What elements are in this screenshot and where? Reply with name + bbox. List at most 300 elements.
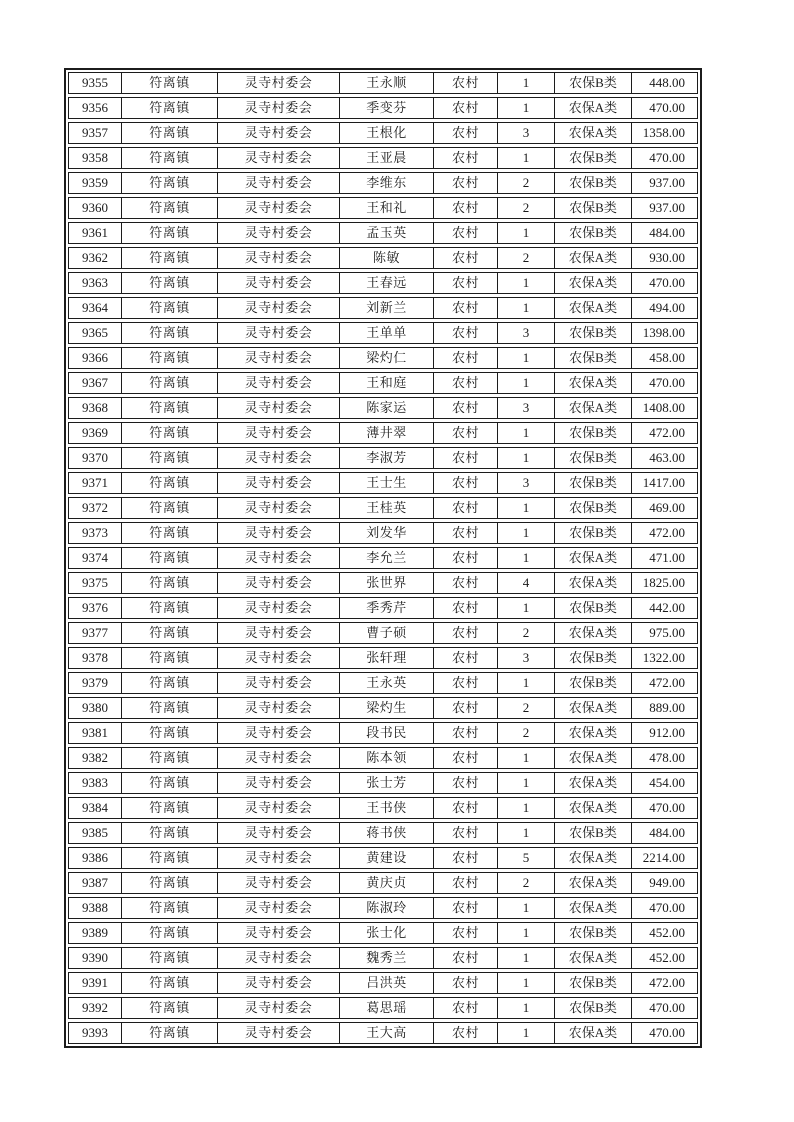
cell-count: 1	[498, 423, 555, 443]
cell-amount: 937.00	[649, 200, 685, 215]
cell-residence: 农村	[434, 323, 498, 343]
cell-id: 9382	[69, 748, 122, 768]
cell-residence: 农村	[434, 898, 498, 918]
cell-count: 1	[498, 523, 555, 543]
cell-town: 符离镇	[122, 873, 218, 893]
cell-id: 9384	[69, 798, 122, 818]
cell-id: 9390	[69, 948, 122, 968]
cell-town: 符离镇	[122, 898, 218, 918]
cell-amount: 470.00	[649, 150, 685, 165]
cell-town: 符离镇	[122, 348, 218, 368]
table-row	[68, 772, 698, 794]
cell-amount: 912.00	[649, 725, 685, 740]
cell-amount: 452.00	[649, 925, 685, 940]
cell-count: 1	[498, 273, 555, 293]
cell-name: 刘发华	[340, 523, 434, 543]
cell-id: 9356	[69, 98, 122, 118]
cell-count: 3	[498, 473, 555, 493]
cell-amount: 1408.00	[642, 400, 685, 415]
cell-id: 9383	[69, 773, 122, 793]
cell-town: 符离镇	[122, 998, 218, 1018]
table-row	[68, 272, 698, 294]
cell-village: 灵寺村委会	[218, 448, 340, 468]
cell-id: 9355	[69, 73, 122, 93]
cell-id: 9357	[69, 123, 122, 143]
cell-amount: 442.00	[649, 600, 685, 615]
cell-amount: 1398.00	[642, 325, 685, 340]
cell-residence: 农村	[434, 498, 498, 518]
cell-category: 农保B类	[555, 148, 632, 168]
cell-village: 灵寺村委会	[218, 548, 340, 568]
cell-residence: 农村	[434, 573, 498, 593]
cell-village: 灵寺村委会	[218, 223, 340, 243]
cell-village: 灵寺村委会	[218, 748, 340, 768]
cell-count: 2	[498, 173, 555, 193]
cell-residence: 农村	[434, 798, 498, 818]
cell-amount: 472.00	[649, 425, 685, 440]
table-body	[68, 72, 698, 1044]
cell-category: 农保B类	[555, 673, 632, 693]
cell-name: 王桂英	[340, 498, 434, 518]
table-row	[68, 947, 698, 969]
table-row	[68, 97, 698, 119]
cell-id: 9368	[69, 398, 122, 418]
cell-category: 农保B类	[555, 323, 632, 343]
cell-id: 9372	[69, 498, 122, 518]
cell-category: 农保B类	[555, 73, 632, 93]
cell-town: 符离镇	[122, 798, 218, 818]
cell-amount: 470.00	[649, 800, 685, 815]
table-row	[68, 697, 698, 719]
cell-amount: 454.00	[649, 775, 685, 790]
cell-village: 灵寺村委会	[218, 998, 340, 1018]
cell-village: 灵寺村委会	[218, 273, 340, 293]
cell-amount: 472.00	[649, 525, 685, 540]
cell-name: 季秀芹	[340, 598, 434, 618]
table-row	[68, 647, 698, 669]
cell-amount: 484.00	[649, 825, 685, 840]
cell-amount: 472.00	[649, 975, 685, 990]
cell-amount: 463.00	[649, 450, 685, 465]
cell-id: 9388	[69, 898, 122, 918]
cell-category: 农保B类	[555, 973, 632, 993]
cell-residence: 农村	[434, 723, 498, 743]
cell-amount: 1417.00	[642, 475, 685, 490]
table-row	[68, 247, 698, 269]
cell-town: 符离镇	[122, 1023, 218, 1043]
cell-id: 9361	[69, 223, 122, 243]
cell-amount: 458.00	[649, 350, 685, 365]
table-row	[68, 422, 698, 444]
cell-residence: 农村	[434, 348, 498, 368]
cell-category: 农保B类	[555, 448, 632, 468]
cell-village: 灵寺村委会	[218, 348, 340, 368]
table-row	[68, 172, 698, 194]
table-row	[68, 197, 698, 219]
cell-residence: 农村	[434, 423, 498, 443]
cell-id: 9385	[69, 823, 122, 843]
cell-id: 9362	[69, 248, 122, 268]
cell-town: 符离镇	[122, 623, 218, 643]
table-row	[68, 297, 698, 319]
table-row	[68, 222, 698, 244]
cell-count: 1	[498, 373, 555, 393]
cell-category: 农保A类	[555, 748, 632, 768]
cell-count: 2	[498, 248, 555, 268]
cell-residence: 农村	[434, 623, 498, 643]
cell-category: 农保A类	[555, 948, 632, 968]
cell-amount: 470.00	[649, 275, 685, 290]
cell-amount: 930.00	[649, 250, 685, 265]
cell-count: 3	[498, 323, 555, 343]
cell-residence: 农村	[434, 198, 498, 218]
cell-town: 符离镇	[122, 423, 218, 443]
cell-village: 灵寺村委会	[218, 823, 340, 843]
cell-category: 农保B类	[555, 173, 632, 193]
cell-name: 李允兰	[340, 548, 434, 568]
cell-id: 9391	[69, 973, 122, 993]
cell-category: 农保A类	[555, 798, 632, 818]
cell-town: 符离镇	[122, 848, 218, 868]
cell-town: 符离镇	[122, 273, 218, 293]
cell-village: 灵寺村委会	[218, 898, 340, 918]
cell-name: 吕洪英	[340, 973, 434, 993]
cell-id: 9392	[69, 998, 122, 1018]
cell-amount: 949.00	[649, 875, 685, 890]
cell-town: 符离镇	[122, 673, 218, 693]
cell-town: 符离镇	[122, 698, 218, 718]
cell-id: 9393	[69, 1023, 122, 1043]
cell-count: 5	[498, 848, 555, 868]
cell-amount: 472.00	[649, 675, 685, 690]
cell-category: 农保B类	[555, 598, 632, 618]
cell-village: 灵寺村委会	[218, 398, 340, 418]
cell-residence: 农村	[434, 448, 498, 468]
cell-town: 符离镇	[122, 823, 218, 843]
cell-name: 王根化	[340, 123, 434, 143]
table-row	[68, 747, 698, 769]
cell-name: 曹子硕	[340, 623, 434, 643]
cell-village: 灵寺村委会	[218, 148, 340, 168]
cell-amount: 1322.00	[642, 650, 685, 665]
cell-town: 符离镇	[122, 748, 218, 768]
cell-name: 段书民	[340, 723, 434, 743]
table-row	[68, 522, 698, 544]
cell-category: 农保A类	[555, 848, 632, 868]
cell-village: 灵寺村委会	[218, 648, 340, 668]
cell-name: 王永顺	[340, 73, 434, 93]
cell-count: 1	[498, 73, 555, 93]
cell-id: 9369	[69, 423, 122, 443]
cell-count: 1	[498, 1023, 555, 1043]
cell-town: 符离镇	[122, 723, 218, 743]
cell-residence: 农村	[434, 473, 498, 493]
cell-category: 农保A类	[555, 623, 632, 643]
cell-category: 农保A类	[555, 398, 632, 418]
cell-category: 农保B类	[555, 473, 632, 493]
cell-count: 1	[498, 148, 555, 168]
cell-category: 农保B类	[555, 498, 632, 518]
cell-residence: 农村	[434, 548, 498, 568]
cell-category: 农保A类	[555, 298, 632, 318]
cell-residence: 农村	[434, 248, 498, 268]
cell-count: 1	[498, 448, 555, 468]
cell-town: 符离镇	[122, 298, 218, 318]
cell-residence: 农村	[434, 973, 498, 993]
cell-name: 王亚晨	[340, 148, 434, 168]
cell-category: 农保A类	[555, 1023, 632, 1043]
cell-amount: 494.00	[649, 300, 685, 315]
cell-category: 农保B类	[555, 223, 632, 243]
cell-residence: 农村	[434, 848, 498, 868]
cell-village: 灵寺村委会	[218, 848, 340, 868]
cell-town: 符离镇	[122, 123, 218, 143]
cell-category: 农保A类	[555, 773, 632, 793]
cell-name: 王春远	[340, 273, 434, 293]
cell-village: 灵寺村委会	[218, 973, 340, 993]
cell-id: 9376	[69, 598, 122, 618]
cell-name: 陈家运	[340, 398, 434, 418]
cell-count: 1	[498, 498, 555, 518]
cell-residence: 农村	[434, 698, 498, 718]
cell-id: 9379	[69, 673, 122, 693]
cell-category: 农保B类	[555, 423, 632, 443]
cell-count: 1	[498, 348, 555, 368]
cell-amount: 484.00	[649, 225, 685, 240]
cell-count: 3	[498, 648, 555, 668]
cell-name: 张轩理	[340, 648, 434, 668]
cell-village: 灵寺村委会	[218, 773, 340, 793]
cell-count: 1	[498, 898, 555, 918]
cell-residence: 农村	[434, 73, 498, 93]
cell-amount: 937.00	[649, 175, 685, 190]
cell-name: 陈敏	[340, 248, 434, 268]
cell-village: 灵寺村委会	[218, 1023, 340, 1043]
cell-name: 梁灼生	[340, 698, 434, 718]
cell-town: 符离镇	[122, 598, 218, 618]
cell-id: 9360	[69, 198, 122, 218]
cell-village: 灵寺村委会	[218, 698, 340, 718]
table-row	[68, 147, 698, 169]
cell-town: 符离镇	[122, 223, 218, 243]
cell-village: 灵寺村委会	[218, 123, 340, 143]
cell-village: 灵寺村委会	[218, 723, 340, 743]
table-row	[68, 397, 698, 419]
table-row	[68, 922, 698, 944]
cell-id: 9377	[69, 623, 122, 643]
cell-residence: 农村	[434, 598, 498, 618]
cell-count: 2	[498, 873, 555, 893]
cell-amount: 478.00	[649, 750, 685, 765]
cell-town: 符离镇	[122, 523, 218, 543]
cell-residence: 农村	[434, 948, 498, 968]
cell-count: 1	[498, 798, 555, 818]
cell-id: 9373	[69, 523, 122, 543]
cell-residence: 农村	[434, 823, 498, 843]
cell-town: 符离镇	[122, 648, 218, 668]
cell-residence: 农村	[434, 148, 498, 168]
cell-count: 1	[498, 673, 555, 693]
cell-category: 农保A类	[555, 373, 632, 393]
cell-town: 符离镇	[122, 773, 218, 793]
cell-amount: 470.00	[649, 375, 685, 390]
cell-residence: 农村	[434, 873, 498, 893]
cell-category: 农保A类	[555, 698, 632, 718]
cell-count: 1	[498, 773, 555, 793]
cell-town: 符离镇	[122, 573, 218, 593]
cell-village: 灵寺村委会	[218, 248, 340, 268]
cell-town: 符离镇	[122, 498, 218, 518]
cell-town: 符离镇	[122, 198, 218, 218]
cell-count: 2	[498, 723, 555, 743]
cell-residence: 农村	[434, 373, 498, 393]
cell-village: 灵寺村委会	[218, 948, 340, 968]
cell-id: 9381	[69, 723, 122, 743]
cell-residence: 农村	[434, 173, 498, 193]
cell-amount: 470.00	[649, 900, 685, 915]
cell-name: 张世界	[340, 573, 434, 593]
cell-name: 王永英	[340, 673, 434, 693]
cell-residence: 农村	[434, 298, 498, 318]
cell-count: 1	[498, 973, 555, 993]
table-row	[68, 872, 698, 894]
cell-category: 农保A类	[555, 123, 632, 143]
cell-category: 农保B类	[555, 198, 632, 218]
cell-count: 4	[498, 573, 555, 593]
cell-village: 灵寺村委会	[218, 373, 340, 393]
cell-village: 灵寺村委会	[218, 298, 340, 318]
cell-town: 符离镇	[122, 548, 218, 568]
table-row	[68, 722, 698, 744]
cell-name: 黄建设	[340, 848, 434, 868]
cell-residence: 农村	[434, 273, 498, 293]
cell-town: 符离镇	[122, 448, 218, 468]
cell-village: 灵寺村委会	[218, 323, 340, 343]
cell-name: 梁灼仁	[340, 348, 434, 368]
cell-category: 农保A类	[555, 548, 632, 568]
cell-village: 灵寺村委会	[218, 198, 340, 218]
cell-name: 张士芳	[340, 773, 434, 793]
cell-residence: 农村	[434, 648, 498, 668]
cell-amount: 448.00	[649, 75, 685, 90]
cell-residence: 农村	[434, 523, 498, 543]
cell-village: 灵寺村委会	[218, 498, 340, 518]
table-row	[68, 497, 698, 519]
cell-village: 灵寺村委会	[218, 873, 340, 893]
cell-id: 9370	[69, 448, 122, 468]
cell-amount: 1358.00	[642, 125, 685, 140]
cell-village: 灵寺村委会	[218, 73, 340, 93]
table-row	[68, 997, 698, 1019]
cell-residence: 农村	[434, 398, 498, 418]
cell-category: 农保A类	[555, 98, 632, 118]
table-row	[68, 797, 698, 819]
cell-category: 农保A类	[555, 573, 632, 593]
cell-count: 1	[498, 598, 555, 618]
cell-count: 1	[498, 223, 555, 243]
cell-count: 2	[498, 623, 555, 643]
cell-id: 9363	[69, 273, 122, 293]
cell-name: 李淑芳	[340, 448, 434, 468]
cell-name: 李维东	[340, 173, 434, 193]
cell-name: 王和礼	[340, 198, 434, 218]
cell-amount: 469.00	[649, 500, 685, 515]
beneficiary-table	[64, 68, 702, 1048]
cell-amount: 889.00	[649, 700, 685, 715]
cell-village: 灵寺村委会	[218, 673, 340, 693]
cell-id: 9365	[69, 323, 122, 343]
cell-amount: 2214.00	[642, 850, 685, 865]
cell-category: 农保B类	[555, 823, 632, 843]
table-row	[68, 547, 698, 569]
cell-count: 2	[498, 698, 555, 718]
cell-town: 符离镇	[122, 73, 218, 93]
cell-name: 陈淑玲	[340, 898, 434, 918]
cell-name: 陈本领	[340, 748, 434, 768]
table-row	[68, 847, 698, 869]
cell-name: 王大高	[340, 1023, 434, 1043]
cell-town: 符离镇	[122, 173, 218, 193]
table-row	[68, 622, 698, 644]
cell-count: 1	[498, 748, 555, 768]
cell-name: 魏秀兰	[340, 948, 434, 968]
cell-residence: 农村	[434, 1023, 498, 1043]
cell-name: 张士化	[340, 923, 434, 943]
cell-name: 葛思瑶	[340, 998, 434, 1018]
table-row	[68, 572, 698, 594]
table-row	[68, 1022, 698, 1044]
cell-residence: 农村	[434, 98, 498, 118]
cell-count: 3	[498, 123, 555, 143]
cell-residence: 农村	[434, 998, 498, 1018]
cell-village: 灵寺村委会	[218, 98, 340, 118]
cell-amount: 975.00	[649, 625, 685, 640]
table-row	[68, 472, 698, 494]
cell-name: 刘新兰	[340, 298, 434, 318]
cell-residence: 农村	[434, 773, 498, 793]
table-row	[68, 597, 698, 619]
cell-id: 9386	[69, 848, 122, 868]
cell-id: 9364	[69, 298, 122, 318]
cell-id: 9387	[69, 873, 122, 893]
cell-id: 9375	[69, 573, 122, 593]
cell-id: 9358	[69, 148, 122, 168]
cell-count: 1	[498, 923, 555, 943]
cell-id: 9374	[69, 548, 122, 568]
cell-category: 农保A类	[555, 248, 632, 268]
cell-town: 符离镇	[122, 398, 218, 418]
cell-count: 1	[498, 998, 555, 1018]
cell-name: 王单单	[340, 323, 434, 343]
cell-id: 9380	[69, 698, 122, 718]
cell-amount: 470.00	[649, 1000, 685, 1015]
cell-category: 农保B类	[555, 648, 632, 668]
table-row	[68, 447, 698, 469]
cell-category: 农保A类	[555, 273, 632, 293]
cell-category: 农保A类	[555, 898, 632, 918]
cell-name: 孟玉英	[340, 223, 434, 243]
cell-name: 王士生	[340, 473, 434, 493]
cell-town: 符离镇	[122, 323, 218, 343]
cell-count: 1	[498, 548, 555, 568]
cell-id: 9378	[69, 648, 122, 668]
cell-village: 灵寺村委会	[218, 623, 340, 643]
cell-count: 3	[498, 398, 555, 418]
cell-residence: 农村	[434, 673, 498, 693]
cell-amount: 470.00	[649, 100, 685, 115]
cell-residence: 农村	[434, 923, 498, 943]
cell-village: 灵寺村委会	[218, 523, 340, 543]
